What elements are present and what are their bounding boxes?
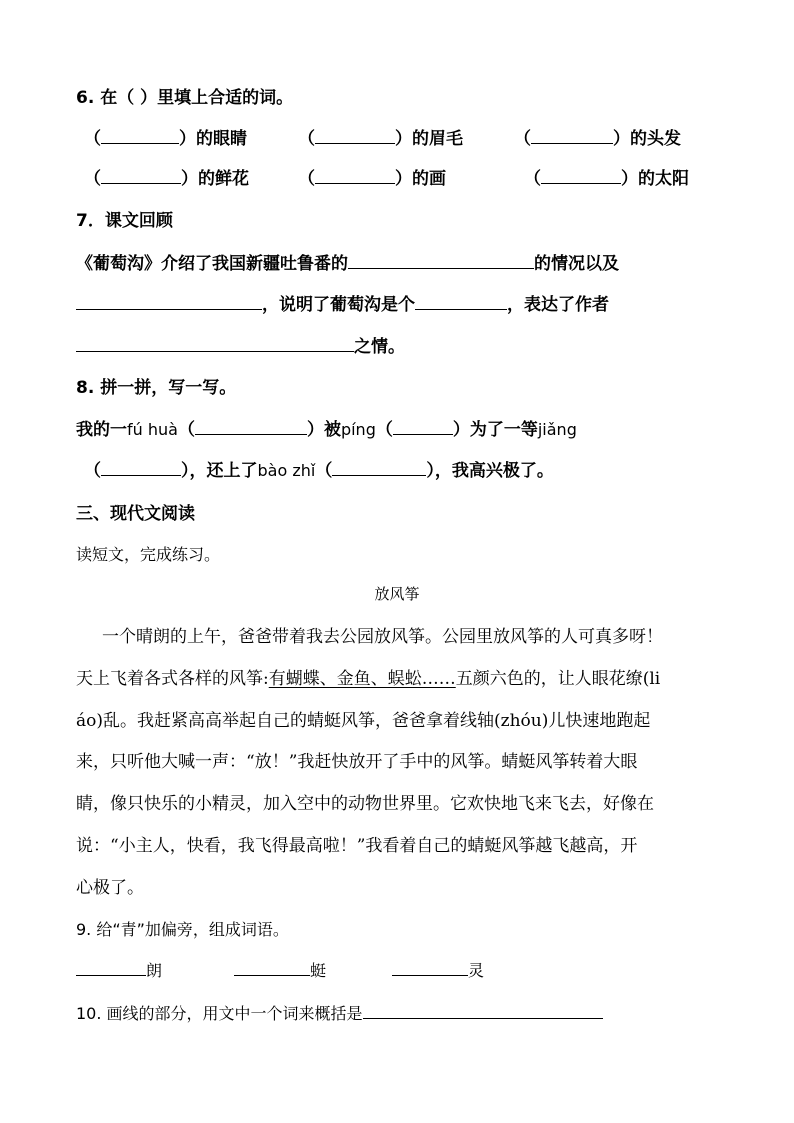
q10-blank[interactable] (363, 1002, 603, 1019)
q9-item-2[interactable]: 蜓 (234, 959, 326, 983)
section3-title: 三、现代文阅读 (76, 504, 195, 524)
q7-line1: 《葡萄沟》介绍了我国新疆吐鲁番的 的情况以及 (76, 254, 619, 274)
q9-item-1[interactable]: 朗 (76, 959, 162, 983)
underlined-phrase: 有蝴蝶、金鱼、蜈蚣…… (268, 669, 456, 689)
passage-line-5: 睛，像只快乐的小精灵，加入空中的动物世界里。它欢快地飞来飞去，好像在 (76, 794, 654, 814)
q7-blank-1[interactable] (348, 252, 534, 269)
q9-item-3[interactable]: 灵 (392, 959, 484, 983)
q7-blank-2[interactable] (76, 293, 262, 310)
passage-line-4: 来，只听他大喊一声：“放！”我赶快放开了手中的风筝。蜻蜓风筝转着大眼 (76, 752, 638, 772)
passage-line-2: 天上飞着各式各样的风筝:有蝴蝶、金鱼、蜈蚣……五颜六色的，让人眼花缭(li (76, 669, 661, 689)
q8-blank-2[interactable] (393, 418, 453, 435)
q6-blank-6[interactable]: （ ）的太阳 (524, 169, 689, 189)
passage-line-3: áo)乱。我赶紧高高举起自己的蜻蜓风筝，爸爸拿着线轴(zhóu)儿快速地跑起 (76, 711, 651, 731)
q6-blank-3[interactable]: （ ）的头发 (514, 129, 681, 149)
q6-blank-4[interactable]: （ ）的鲜花 (84, 169, 249, 189)
passage-line-6: 说：“小主人，快看，我飞得最高啦！”我看着自己的蜻蜓风筝越飞越高，开 (76, 836, 638, 856)
q8-title: 8. 拼一拼，写一写。 (76, 378, 237, 398)
q10-line: 10. 画线的部分，用文中一个词来概括是 (76, 1002, 603, 1026)
passage-line-1: 一个晴朗的上午，爸爸带着我去公园放风筝。公园里放风筝的人可真多呀！ (102, 627, 663, 647)
passage-title: 放风筝 (374, 585, 420, 603)
q7-line3: 之情。 (76, 335, 405, 359)
q7-blank-3[interactable] (415, 293, 507, 310)
q6-blank-5[interactable]: （ ）的画 (298, 169, 446, 189)
q7-blank-4[interactable] (76, 335, 354, 352)
section3-instruction: 读短文，完成练习。 (76, 545, 221, 564)
q8-blank-4[interactable] (332, 459, 426, 476)
q8-line1: 我的一fú huà（ ）被píng（ ）为了一等jiǎng (76, 420, 577, 440)
q9-title: 9. 给“青”加偏旁，组成词语。 (76, 920, 289, 939)
q8-blank-1[interactable] (195, 418, 307, 435)
q6-blank-1[interactable]: （ ）的眼睛 (84, 129, 247, 149)
passage-line-7: 心极了。 (76, 878, 144, 898)
q8-line2: （ ），还上了bào zhǐ（ ），我高兴极了。 (84, 461, 554, 481)
q6-blank-2[interactable]: （ ）的眉毛 (298, 129, 463, 149)
q7-title: 7．课文回顾 (76, 211, 173, 231)
q8-blank-3[interactable] (101, 459, 181, 476)
q6-title: 6. 在（ ）里填上合适的词。 (76, 88, 294, 108)
q7-line2: ，说明了葡萄沟是个 ，表达了作者 (76, 293, 609, 317)
